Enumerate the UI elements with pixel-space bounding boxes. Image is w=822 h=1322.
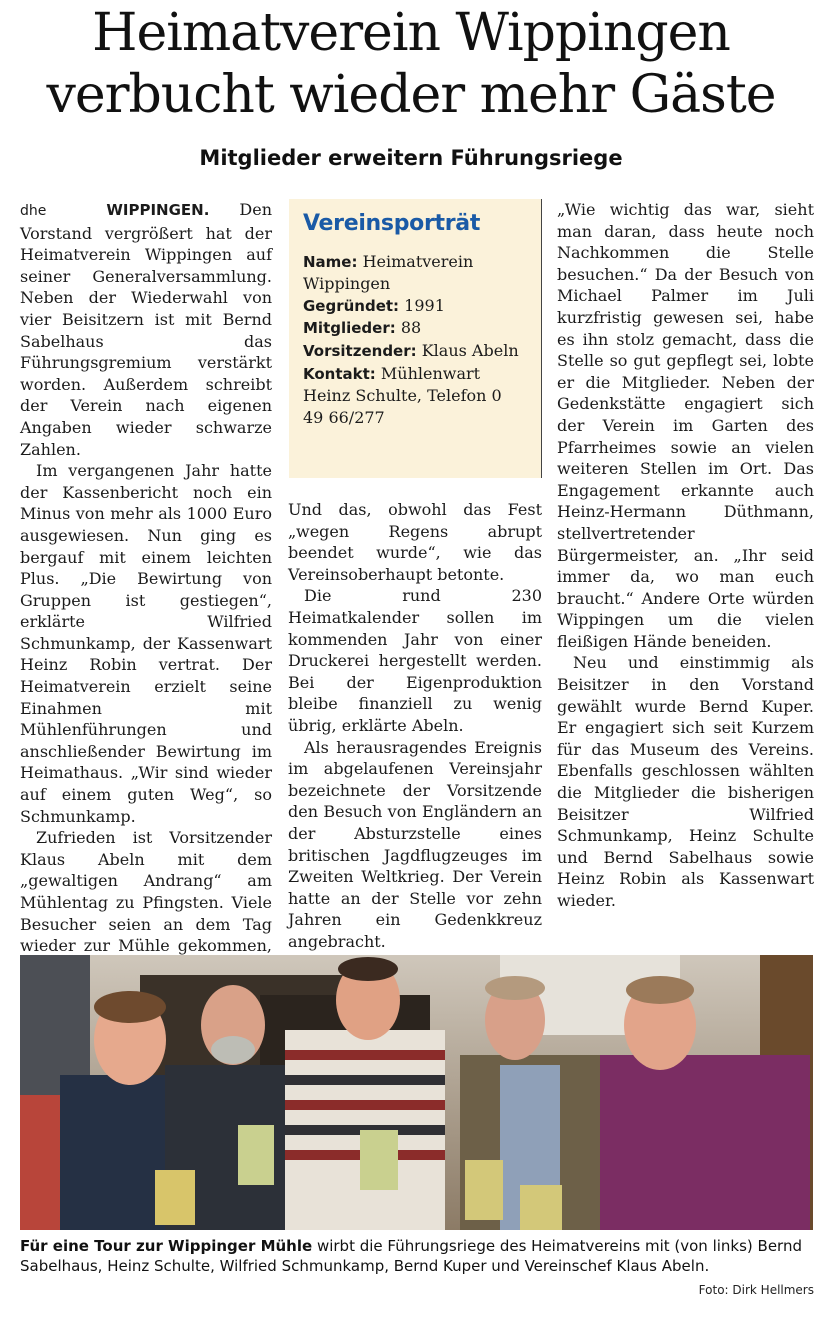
- club-portrait-box: [289, 199, 542, 478]
- paragraph-4: Und das, obwohl das Fest „wegen Regens abrupt beendet wurde“, wie das Vereinsoberhaupt betonte.: [288, 500, 542, 584]
- paragraph-8: Neu und einstimmig als Beisitzer in den Vorstand gewählt wurde Bernd Kuper. Er engagiert sich seit Kurzem für das Museum des Vereins. Ebenfalls geschlossen wählten die Mitglieder die bisherigen Beisitzer Wilfried Schmunkamp, Heinz Schulte und Bernd Sabelhaus sowie Heinz Robin als Kassenwart wieder.: [557, 653, 814, 910]
- article-column-1: [20, 199, 272, 956]
- paragraph-2: Im vergangenen Jahr hatte der Kassenbericht noch ein Minus von mehr als 1000 Euro ausgewiesen. Nun ging es bergauf mit einem leichten Plus. „Die Bewirtung von Gruppen ist gestiegen“, erklärte Wilfried Schmunkamp, der Kassenwart Heinz Robin vertrat. Der Heimatverein erzielt seine Einahmen mit Mühlenführungen und anschließender Bewirtung im Heimathaus. „Wir sind wieder auf einem guten Weg“, so Schmunkamp.: [20, 461, 272, 826]
- info-members-value: 88: [400, 318, 422, 338]
- paragraph-5: Die rund 230 Heimatkalender sollen im kommenden Jahr von einer Druckerei hergestellt werden. Bei der Eigenproduktion bleibe finanziell zu wenig übrig, erklärte Abeln.: [288, 586, 542, 735]
- info-chair-row: [303, 340, 527, 363]
- paragraph-3: Zufrieden ist Vorsitzender Klaus Abeln mit dem „gewaltigen Andrang“ am Mühlentag zu Pfingsten. Viele Besucher seien an dem Tag wieder zur Mühle gekommen,: [20, 828, 272, 956]
- article-subheadline: Mitglieder erweitern Führungsriege: [199, 146, 623, 170]
- article-column-3: [557, 199, 814, 939]
- info-name-row: [303, 251, 527, 295]
- dateline-place: WIPPINGEN.: [106, 201, 210, 219]
- photo-credit: Foto: Dirk Hellmers: [698, 1283, 814, 1297]
- info-chair-value: Klaus Abeln: [421, 340, 519, 360]
- headline-line-2: verbucht wieder mehr Gäste: [46, 65, 776, 125]
- photo-caption: [20, 1236, 813, 1276]
- info-members-row: [303, 317, 527, 340]
- info-contact-value: Mühlenwart Heinz Schulte, Telefon 0 49 66/277: [303, 363, 502, 427]
- info-name-label: Name:: [303, 252, 358, 271]
- caption-text: wirbt die Führungsriege des Heimatvereins mit (von links) Bernd Sabelhaus, Heinz Schulte, Wilfried Schmunkamp, Bernd Kuper und Vereinschef Klaus Abeln.: [20, 1237, 802, 1275]
- info-contact-row: [303, 363, 527, 429]
- headline-line-1: Heimatverein Wippingen: [92, 3, 730, 63]
- author-initials: dhe: [20, 203, 47, 219]
- info-founded-row: [303, 295, 527, 318]
- group-photo-illustration: [20, 955, 813, 1230]
- group-photo: [20, 955, 813, 1230]
- paragraph-1-text: Den Vorstand vergrößert hat der Heimatverein Wippingen auf seiner Generalversammlung. Neben der Wiederwahl von vier Beisitzern ist mit Bernd Sabelhaus das Führungsgremium verstärkt worden. Außerdem schreibt der Verein nach eigenen Angaben wieder schwarze Zahlen.: [20, 200, 272, 459]
- article-column-2: [288, 499, 542, 951]
- paragraph-6: Als herausragendes Ereignis im abgelaufenen Vereinsjahr bezeichnete der Vorsitzende den Besuch von Engländern an der Absturzstelle eines britischen Jagdflugzeuges im Zweiten Weltkrieg. Der Verein hatte an der Stelle vor zehn Jahren ein Gedenkkreuz angebracht.: [288, 737, 542, 951]
- info-members-label: Mitglieder:: [303, 319, 396, 338]
- paragraph-7: „Wie wichtig das war, sieht man daran, dass heute noch Nachkommen die Stelle besuchen.“ Da der Besuch von Michael Palmer im Juli kurzfristig gewesen sei, habe es ihn stolz gemacht, dass die Stelle so gut gepflegt sei, lobte er die Mitglieder. Neben der Gedenkstätte engagiert sich der Verein im Garten des Pfarrheimes sowie an vielen weiteren Stellen im Ort. Das Engagement erkannte auch Heinz-Hermann Düthmann, stellvertretender Bürgermeister, an. „Ihr seid immer da, wo man euch braucht.“ Andere Orte würden Wippingen um die vielen fleißigen Hände beneiden.: [557, 200, 814, 651]
- info-founded-value: 1991: [404, 295, 445, 315]
- caption-lead: Für eine Tour zur Wippinger Mühle: [20, 1237, 313, 1255]
- info-founded-label: Gegründet:: [303, 296, 400, 315]
- info-chair-label: Vorsitzender:: [303, 341, 417, 360]
- info-contact-label: Kontakt:: [303, 364, 376, 383]
- paragraph-1: [20, 199, 272, 460]
- article-headline: [0, 2, 822, 126]
- club-portrait-title: Vereinsporträt: [303, 211, 481, 236]
- info-name-value: Heimatverein Wippingen: [303, 251, 474, 294]
